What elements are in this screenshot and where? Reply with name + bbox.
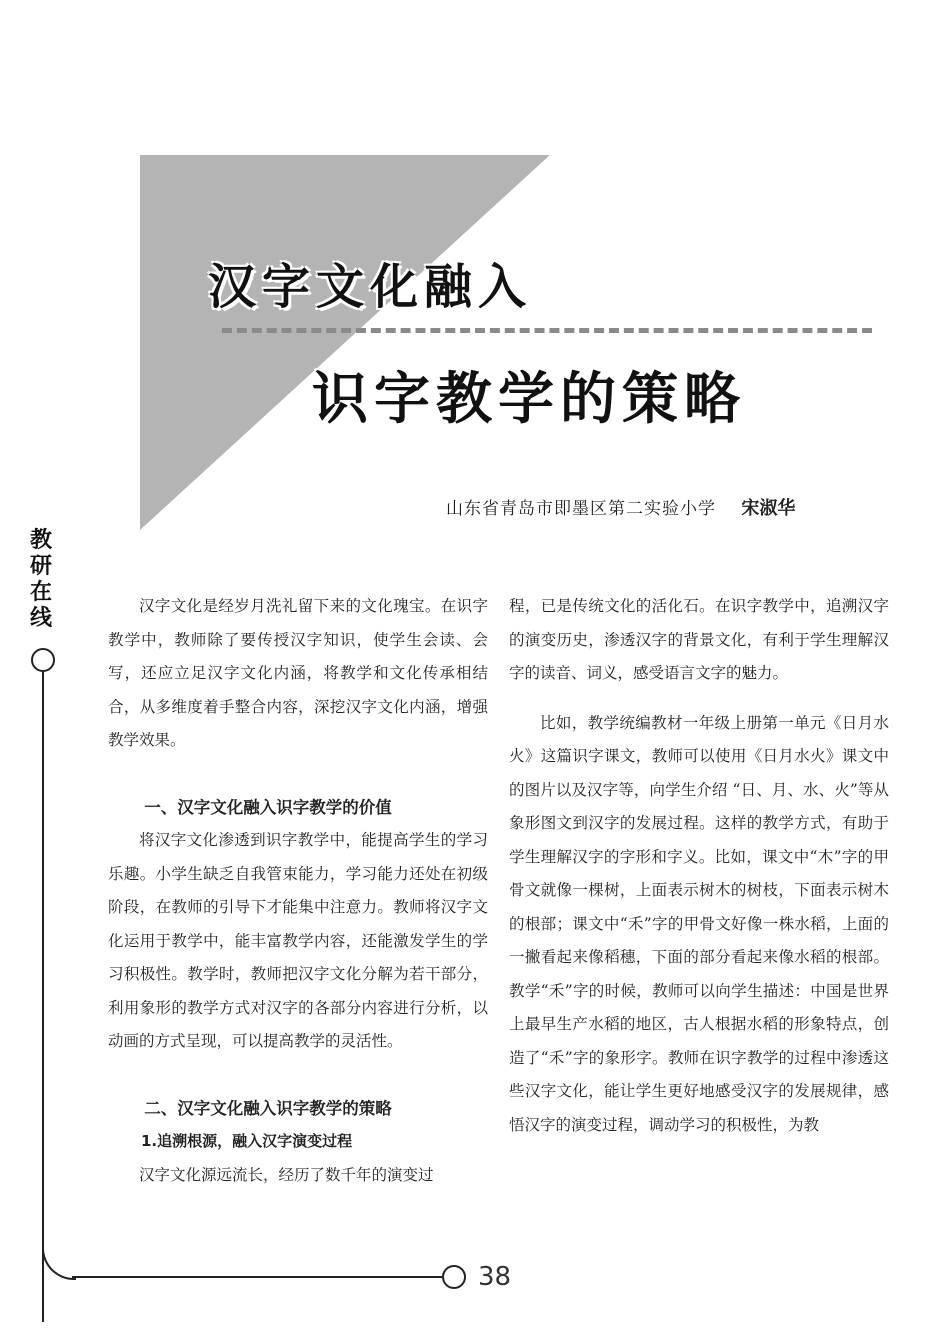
title-dashed-divider — [222, 328, 872, 333]
footer-curve-ornament — [42, 1246, 76, 1280]
body-paragraph: 将汉字文化渗透到识字教学中，能提高学生的学习乐趣。小学生缺乏自我管束能力，学习能力还处在初级阶段，在教师的引导下才能集中注意力。教师将汉字文化运用于教学中，能丰富教学内容，还能激发学生的学习积极性。教学时，教师把汉字文化分解为若干部分，利用象形的教学方式对汉字的各部分内容进行分析，以动画的方式呈现，可以提高教学的灵活性。 — [108, 831, 488, 1050]
author-school: 山东省青岛市即墨区第二实验小学 — [446, 499, 716, 519]
page-number: 38 — [478, 1262, 512, 1292]
author-name: 宋淑华 — [741, 498, 796, 519]
footer-circle-ornament — [442, 1265, 466, 1289]
column-section-label — [26, 528, 56, 632]
section-label-char: 研 — [29, 554, 52, 579]
section-label-char: 教 — [29, 528, 52, 553]
subsection-heading-1: 1.追溯根源，融入汉字演变过程 — [141, 1132, 353, 1150]
footer-horizontal-line — [72, 1276, 442, 1278]
header-triangle-decoration — [140, 155, 550, 530]
section-label-char: 在 — [29, 580, 52, 605]
margin-circle-ornament — [31, 648, 55, 672]
byline — [446, 494, 866, 520]
article-title-line-1: 汉字文化融入 — [208, 259, 533, 315]
body-paragraph: 程，已是传统文化的活化石。在识字教学中，追溯汉字的演变历史，渗透汉字的背景文化，有利于学生理解汉字的读音、词义，感受语言文字的魅力。 — [509, 597, 889, 682]
section-label-char: 线 — [29, 606, 52, 631]
intro-paragraph: 汉字文化是经岁月洗礼留下来的文化瑰宝。在识字教学中，教师除了要传授汉字知识，使学生会读、会写，还应立足汉字文化内涵，将教学和文化传承相结合，从多维度着手整合内容，深挖汉字文化内涵，增强教学效果。 — [108, 597, 488, 749]
section-heading-1: 一、汉字文化融入识字教学的价值 — [144, 797, 392, 817]
right-text-column — [509, 590, 889, 1142]
body-paragraph: 汉字文化源远流长，经历了数千年的演变过 — [139, 1165, 434, 1184]
left-text-column — [108, 590, 488, 1192]
margin-vertical-line — [42, 672, 44, 1322]
article-title-line-2: 识字教学的策略 — [312, 367, 746, 432]
body-paragraph: 比如，教学统编教材一年级上册第一单元《日月水火》这篇识字课文，教师可以使用《日月水火》课文中的图片以及汉字等，向学生介绍 “日、月、水、火”等从象形图文到汉字的发展过程。这样的教学方式，有助于学生理解汉字的字形和字义。比如，课文中“木”字的甲骨文就像一棵树，上面表示树木的树枝，下面表示树木的根部；课文中“禾”字的甲骨文好像一株水稻，上面的一撇看起来像稻穗，下面的部分看起来像水稻的根部。教学“禾”字的时候，教师可以向学生描述：中国是世界上最早生产水稻的地区，古人根据水稻的形象特点，创造了“禾”字的象形字。教师在识字教学的过程中渗透这些汉字文化，能让学生更好地感受汉字的发展规律，感悟汉字的演变过程，调动学习的积极性，为教 — [509, 713, 889, 1134]
section-heading-2: 二、汉字文化融入识字教学的策略 — [144, 1098, 392, 1118]
